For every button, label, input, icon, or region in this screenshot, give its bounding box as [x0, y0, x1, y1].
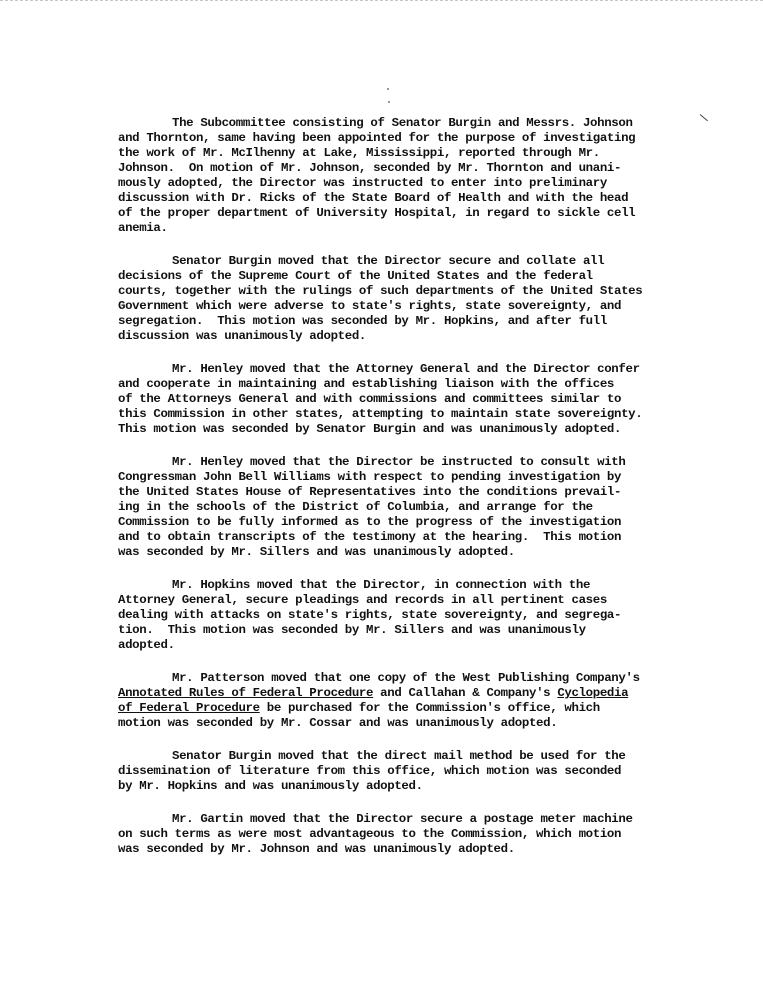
text-line: The Subcommittee consisting of Senator Burgin and Messrs. Johnson	[172, 116, 633, 130]
text-line: this Commission in other states, attempting to maintain state sovereignty.	[118, 407, 643, 421]
text-line	[118, 686, 678, 701]
scan-speck	[387, 88, 389, 90]
text-line: decisions of the Supreme Court of the United States and the federal	[118, 269, 593, 283]
paragraph-supreme-court-decisions	[118, 254, 678, 344]
paragraph-subcommittee	[118, 116, 678, 236]
text-line: of the Attorneys General and with commissions and committees similar to	[118, 392, 622, 406]
text-line: the United States House of Representatives into the conditions prevail-	[118, 485, 622, 499]
text-line: Mr. Gartin moved that the Director secure a postage meter machine	[172, 812, 633, 826]
text-line: Mr. Henley moved that the Attorney General and the Director confer	[172, 362, 640, 376]
text-line: was seconded by Mr. Sillers and was unanimously adopted.	[118, 545, 515, 559]
text-line: on such terms as were most advantageous to the Commission, which motion	[118, 827, 622, 841]
text-line: courts, together with the rulings of such departments of the United States	[118, 284, 643, 298]
text-span: be purchased for the Commission's office, which	[259, 701, 600, 715]
paragraph-congressman-williams	[118, 455, 678, 560]
text-line: Mr. Henley moved that the Director be instructed to consult with	[172, 455, 626, 469]
text-line: Attorney General, secure pleadings and records in all pertinent cases	[118, 593, 607, 607]
text-span: and Callahan & Company's	[373, 686, 558, 700]
text-line: segregation. This motion was seconded by Mr. Hopkins, and after full	[118, 314, 607, 328]
text-line: discussion with Dr. Ricks of the State Board of Health and with the head	[118, 191, 629, 205]
text-line: Government which were adverse to state's rights, state sovereignty, and	[118, 299, 622, 313]
text-line: Johnson. On motion of Mr. Johnson, seconded by Mr. Thornton and unani-	[118, 161, 622, 175]
text-line: by Mr. Hopkins and was unanimously adopted.	[118, 779, 423, 793]
text-line: Commission to be fully informed as to the progress of the investigation	[118, 515, 622, 529]
text-line: mously adopted, the Director was instructed to enter into preliminary	[118, 176, 607, 190]
text-line: Congressman John Bell Williams with respect to pending investigation by	[118, 470, 622, 484]
text-line: Mr. Hopkins moved that the Director, in connection with the	[172, 578, 591, 592]
minutes-body	[118, 116, 678, 875]
paragraph-direct-mail	[118, 749, 678, 794]
text-line: motion was seconded by Mr. Cossar and was unanimously adopted.	[118, 716, 558, 730]
text-line: discussion was unanimously adopted.	[118, 329, 366, 343]
text-line: Mr. Patterson moved that one copy of the West Publishing Company's	[172, 671, 640, 685]
text-line: Senator Burgin moved that the direct mail method be used for the	[172, 749, 626, 763]
text-line: and to obtain transcripts of the testimony at the hearing. This motion	[118, 530, 622, 544]
text-line: anemia.	[118, 221, 168, 235]
scan-speck	[388, 101, 390, 103]
paragraph-publications-purchase	[118, 671, 678, 731]
text-line: dealing with attacks on state's rights, state sovereignty, and segrega-	[118, 608, 622, 622]
text-line: and cooperate in maintaining and establishing liaison with the offices	[118, 377, 614, 391]
text-line: of the proper department of University Hospital, in regard to sickle cell	[118, 206, 636, 220]
text-line	[118, 701, 678, 716]
text-line: This motion was seconded by Senator Burgin and was unanimously adopted.	[118, 422, 622, 436]
paragraph-attorney-general-liaison	[118, 362, 678, 437]
text-line: dissemination of literature from this office, which motion was seconded	[118, 764, 622, 778]
text-line: the work of Mr. McIlhenny at Lake, Mississippi, reported through Mr.	[118, 146, 600, 160]
page-top-edge	[0, 0, 763, 1]
text-line: Senator Burgin moved that the Director secure and collate all	[172, 254, 605, 268]
text-line: tion. This motion was seconded by Mr. Sillers and was unanimously	[118, 623, 586, 637]
book-title-annotated-rules: Annotated Rules of Federal Procedure	[118, 686, 374, 700]
book-title-cyclopedia-cont: of Federal Procedure	[118, 701, 260, 715]
text-line: ing in the schools of the District of Columbia, and arrange for the	[118, 500, 593, 514]
paragraph-postage-meter	[118, 812, 678, 857]
book-title-cyclopedia: Cyclopedia	[557, 686, 629, 700]
paragraph-pleadings-records	[118, 578, 678, 653]
text-line: and Thornton, same having been appointed for the purpose of investigating	[118, 131, 636, 145]
text-line: was seconded by Mr. Johnson and was unanimously adopted.	[118, 842, 515, 856]
scan-mark	[700, 114, 708, 121]
text-line: adopted.	[118, 638, 175, 652]
